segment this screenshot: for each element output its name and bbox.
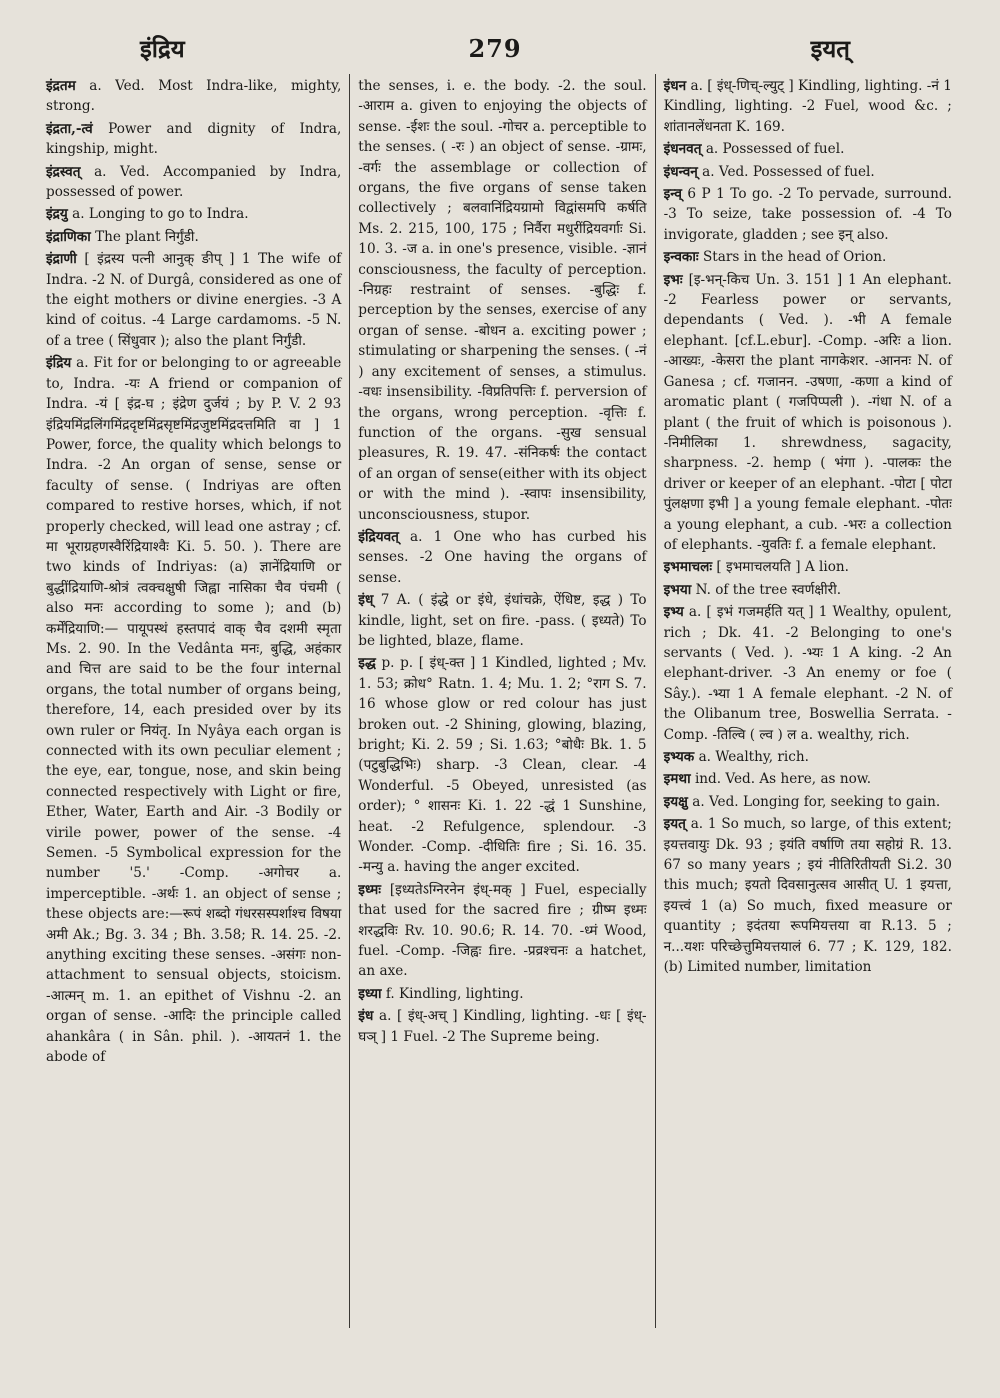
entry-definition: a. 1 So much, so large, of this extent; इयत्तवायुः Dk. 93 ; इयंति वर्षाणि तया सहोग्रं R. 13. 67 so many years ; इयं नीतिरितीयती Si.2. 30 this much; इयतो दिवसानुत्सव आसीत् U. 1 इयत्ता, इयत्त्वं 1 (a) So much, fixed measure or quantity ; इदंतया रूपमियत्तया वा R.13. 5 ; न...यशः परिच्छेत्तुमियत्तयालं 6. 77 ; K. 129, 182. (b) Limited number, limitation (663, 816, 952, 976)
entry-headword: इध्या (358, 985, 382, 1002)
dictionary-entry (664, 769, 952, 789)
entry-definition: ind. Ved. As here, as now. (694, 771, 872, 788)
dictionary-entry (664, 557, 952, 577)
entry-headword: इयत् (663, 816, 686, 833)
dictionary-entry (46, 119, 341, 160)
entry-definition: [ इंद्रस्य पत्नी आनुक् ङीप् ] 1 The wife of Indra. -2 N. of Durgâ, considered as one of the eight mothers or divine energies. -3 A kind of coitus. -4 Large cardamoms. -5 N. of a tree ( सिंधुवार ); also the plant निर्गुंडी. (46, 251, 342, 349)
page-header (40, 28, 960, 68)
dictionary-entry (664, 76, 952, 137)
dictionary-entry (664, 247, 952, 267)
column-1 (44, 74, 349, 1328)
entry-headword: इध्मः (358, 881, 381, 898)
dictionary-entry (358, 653, 646, 877)
entry-definition: a. Ved. Possessed of fuel. (702, 163, 875, 180)
entry-definition: a. Possessed of fuel. (705, 141, 845, 158)
entry-headword: इयक्षु (663, 793, 688, 810)
right-running-headword: इयत् (810, 33, 850, 63)
entry-definition: 7 A. ( इंद्धे or इंधे, इंधांचक्रे, ऐंधिष्ट, इद्ध ) To kindle, light, set on fire. -pass. ( इध्यते) To be lighted, blaze, flame. (358, 592, 647, 649)
entry-headword: इंद्रता,-त्वं (46, 120, 93, 137)
entry-definition: a. Fit for or belonging to or agreeable to, Indra. -यः A friend or companion of Indra. -यं [ इंद्र-घ ; इंद्रेण दुर्जयं ; by P. V. 2 93 इंद्रियमिंद्रलिंगमिंद्रदृष्टमिंद्रसृष्टमिंद्रजुष्टमिंद्रदत्तमिति वा ] 1 Power, force, the quality which belongs to Indra. -2 An organ of sense, sense or faculty of sense. ( Indriyas are often compared to restive horses, which, if not properly checked, will lead one astray ; cf. मा भूराग्रहणस्वैरिंद्रियाश्वैः Ki. 5. 50. ). There are two kinds of Indriyas: (a) ज्ञानेंद्रियाणि or बुद्धींद्रियाणि-श्रोत्रं त्वक्चक्षुषी जिह्वा नासिका चैव पंचमी ( also मनः according to some ); and (b) कर्मेंद्रियाणि:— पायूपस्थं हस्तपादं वाक् चैव दशमी स्मृता Ms. 2. 90. In the Vedânta मनः, बुद्धि, अहंकार and चित्त are said to be the four internal organs, the total number of organs being, therefore, 14, each presided over by its own ruler or नियंतृ. In Nyâya each organ is connected with its own peculiar element ; the eye, ear, tongue, nose, and skin being connected respectively with Light or fire, Ether, Water, Earth and Air. -3 Bodily or virile power, power of the sense. -4 Semen. -5 Symbolical expression for the number '5.' -Comp. -अगोचर a. imperceptible. -अर्थः 1. an object of sense ; these objects are:—रूपं शब्दो गंधरसस्पर्शाश्च विषया अमी Ak.; Bg. 3. 34 ; Bh. 3.58; R. 14. 25. -2. anything exciting these senses. -असंगः non-attachment to sensual objects, stoicism. -आत्मन् m. 1. an epithet of Vishnu -2. an organ of sense. -आदिः the principle called ahankâra ( in Sân. phil. ). -आयतनं 1. the abode of (46, 355, 342, 1066)
entry-headword: इंद्रिय (46, 355, 72, 372)
dictionary-entry (358, 527, 646, 588)
entry-headword: इन्वकाः (663, 249, 699, 266)
dictionary-entry (664, 602, 952, 745)
entry-headword: इन्व् (663, 186, 682, 203)
dictionary-entry (664, 270, 952, 556)
dictionary-entry (358, 880, 646, 982)
entry-headword: इंधनवत् (663, 141, 702, 158)
dictionary-entry (46, 162, 341, 203)
entry-headword: इभः (663, 271, 683, 288)
dictionary-entry (664, 747, 952, 767)
dictionary-entry (358, 984, 646, 1004)
entry-definition: p. p. [ इंध्-क्त ] 1 Kindled, lighted ; Mv. 1. 53; क्रोध° Ratn. 1. 4; Mu. 1. 2; °राग S. 7. 16 whose glow or red colour has just broken out. -2 Shining, glowing, blazing, bright; Ki. 2. 59 ; Si. 1.63; °बोधैः Bk. 1. 5 (पटुबुद्धिभिः) sharp. -3 Clean, clear. -4 Wonderful. -5 Obeyed, unresisted (as order); ° शासनः Ki. 1. 22 -द्धं 1 Sunshine, heat. -2 Refulgence, splendour. -3 Wonder. -Comp. -दीधितिः fire ; Si. 16. 35. -मन्यु a. having the anger excited. (358, 655, 647, 876)
entry-definition: a. [ इंध्-अच् ] Kindling, lighting. -धः [ इंध्-घञ् ] 1 Fuel. -2 The Supreme being. (358, 1008, 647, 1045)
entry-definition: Power and dignity of Indra, kingship, might. (46, 120, 342, 158)
column-3 (655, 74, 960, 1328)
dictionary-entry (664, 139, 952, 159)
entry-definition: [इध्यतेऽग्निरनेन इंध्-मक् ] Fuel, especially that used for the sacred fire ; ग्रीष्म इध्मः शरद्धविः Rv. 10. 90.6; R. 14. 70. -ध्मं Wood, fuel. -Comp. -जिह्वः fire. -प्रव्रश्चनः a hatchet, an axe. (358, 881, 647, 980)
text-columns (44, 74, 960, 1328)
dictionary-entry (46, 353, 341, 1067)
entry-headword: इभया (663, 581, 692, 598)
dictionary-entry (358, 76, 646, 525)
entry-headword: इंधन्वन् (663, 163, 698, 180)
entry-headword: इंध (358, 1008, 374, 1025)
entry-headword: इंद्राणी (46, 251, 77, 268)
entry-headword: इंधन (663, 78, 687, 94)
entry-definition: [इ-भन्-किच Un. 3. 151 ] 1 An elephant. -2 Fearless power or servants, dependants ( Ved. ). -भी A female elephant. [cf.L.ebur]. -Comp. -अरिः a lion. -आख्यः, -केसरा the plant नागकेशर. -आननः N. of Ganesa ; cf. गजानन. -उषणा, -कणा a kind of aromatic plant ( गजपिप्पली ). -गंधा N. of a plant ( the fruit of which is poisonous ). -निमीलिका 1. shrewdness, sagacity, sharpness. -2. hemp ( भंगा ). -पालकः the driver or keeper of an elephant. -पोटा [ पोटा पुंलक्षणा इभी ] a young female elephant. -पोतः a young elephant, a cub. -भरः a collection of elephants. -युवतिः f. a female elephant. (663, 271, 952, 553)
entry-definition: N. of the tree स्वर्णक्षीरी. (695, 581, 842, 598)
entry-definition: a. Ved. Most Indra-like, mighty, strong. (46, 78, 342, 115)
left-running-headword: इंद्रिय (140, 33, 185, 63)
entry-headword: इभ्यक (663, 749, 695, 765)
entry-definition: the senses, i. e. the body. -2. the soul. -आराम a. given to enjoying the objects of sense. -ईशः the soul. -गोचर a. perceptible to the senses. ( -रः ) an object of sense. -ग्रामः, -वर्गः the assemblage or collection of organs, the five organs of sense taken collectively ; बलवानिंद्रियग्रामो विद्वांसमपि कर्षति Ms. 2. 215, 100, 175 ; निर्वैरा मधुरींद्रियवर्गाः Si. 10. 3. -ज a. in one's presence, visible. -ज्ञानं consciousness, the faculty of perception. -निग्रहः restraint of senses. -बुद्धिः f. perception by the senses, exercise of any organ of sense. -बोधन a. exciting power ; stimulating or sharpening the senses. ( -नं ) any excitement of senses, a stimulus. -वधः insensibility. -विप्रतिपत्तिः f. perversion of the organs, wrong perception. -वृत्तिः f. function of the organs. -सुख sensual pleasures, R. 19. 47. -संनिकर्षः the contact of an organ of sense(either with its object or with the mind ). -स्वापः insensibility, unconsciousness, stupor. (358, 78, 647, 523)
dictionary-entry (46, 204, 341, 224)
entry-headword: इभमाचलः (663, 559, 713, 576)
entry-definition: a. Ved. Longing for, seeking to gain. (692, 793, 941, 810)
entry-definition: The plant निर्गुंडी. (95, 228, 199, 245)
entry-headword: इंध् (358, 592, 374, 609)
entry-headword: इंद्रयु (46, 206, 68, 223)
dictionary-entry (664, 162, 952, 182)
dictionary-entry (664, 792, 952, 812)
dictionary-entry (46, 249, 341, 351)
entry-definition: f. Kindling, lighting. (385, 985, 524, 1002)
entry-headword: इंद्रतम (46, 78, 76, 94)
entry-headword: इंद्रियवत् (358, 528, 399, 545)
entry-definition: [ इभमाचलयति ] A lion. (716, 559, 849, 576)
entry-definition: a. Longing to go to Indra. (72, 206, 249, 223)
entry-definition: a. 1 One who has curbed his senses. -2 One having the organs of sense. (358, 528, 647, 586)
entry-headword: इमथा (663, 771, 691, 788)
entry-definition: a. Wealthy, rich. (698, 749, 809, 765)
dictionary-entry (46, 227, 341, 247)
entry-headword: इंद्राणिका (46, 228, 91, 245)
entry-headword: इंद्रस्वत् (46, 163, 81, 180)
entry-definition: 6 P 1 To go. -2 To pervade, surround. -3 To seize, take possession of. -4 To invigorate, gladden ; see इन् also. (663, 186, 952, 243)
dictionary-entry (664, 814, 952, 977)
entry-definition: a. [ इभं गजमर्हति यत् ] 1 Wealthy, opulent, rich ; Dk. 41. -2 Belonging to one's servants ( Ved. ). -भ्यः 1 A king. -2 An elephant-driver. -3 An enemy or foe ( Sây.). -भ्या 1 A female elephant. -2 N. of the Olibanum tree, Boswellia Serrata. -Comp. -तिल्वि ( ल्व ) ल a. wealthy, rich. (663, 604, 952, 743)
dictionary-entry (358, 1006, 646, 1047)
column-2 (349, 74, 654, 1328)
entry-definition: Stars in the head of Orion. (702, 249, 887, 266)
dictionary-entry (664, 184, 952, 245)
entry-definition: a. [ इंध्-णिच्-ल्युट् ] Kindling, lighting. -नं 1 Kindling, lighting. -2 Fuel, wood &c. ; शांतानलेंधनता K. 169. (663, 78, 952, 135)
dictionary-entry (46, 76, 341, 117)
dictionary-entry (664, 580, 952, 600)
page-number: 279 (468, 33, 522, 63)
entry-definition: a. Ved. Accompanied by Indra, possessed of power. (46, 163, 342, 201)
dictionary-entry (358, 590, 646, 651)
entry-headword: इभ्य (663, 604, 684, 621)
entry-headword: इद्ध (358, 655, 376, 672)
